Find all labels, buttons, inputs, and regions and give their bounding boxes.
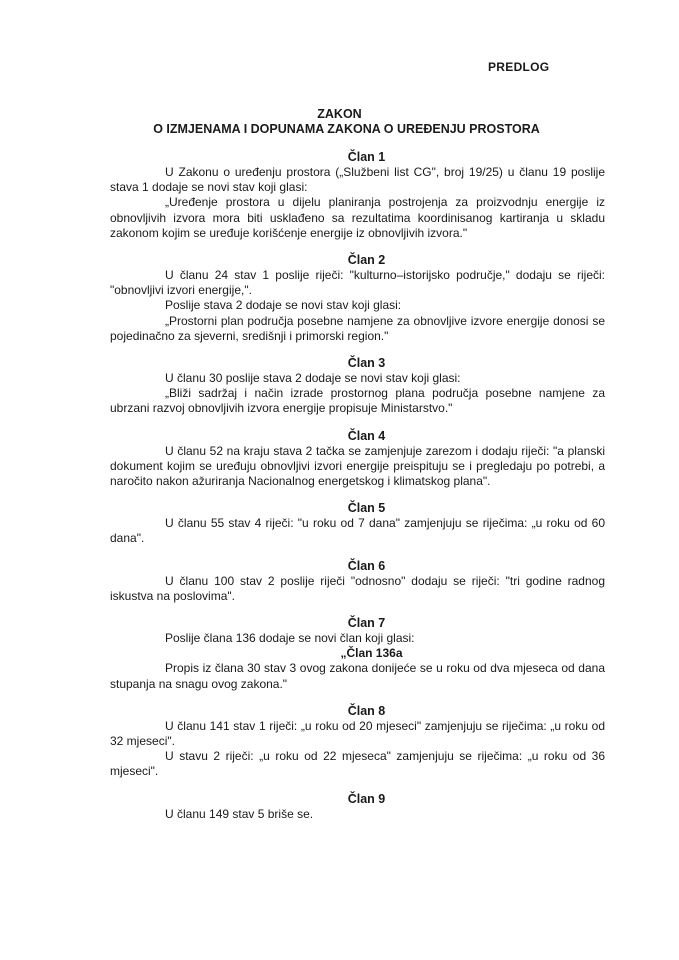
article-heading: Član 7 [347, 616, 386, 631]
article-paragraph: U članu 149 stav 5 briše se. [165, 806, 314, 821]
document-title [0, 107, 679, 137]
article-paragraph: U članu 100 stav 2 poslije riječi "odnosno" dodaju se riječi: "tri godine radnog iskustva na poslovima". [110, 573, 605, 603]
article-heading: Član 3 [347, 356, 386, 371]
title-line-subject: O IZMJENAMA I DOPUNAMA ZAKONA O UREĐENJU PROSTORA [153, 122, 540, 136]
article-heading: Član 6 [347, 558, 386, 573]
article-heading: Član 9 [347, 791, 386, 806]
document-body [110, 150, 605, 822]
article-subheading: „Član 136a [340, 646, 403, 661]
article-paragraph: U članu 30 poslije stava 2 dodaje se novi stav koji glasi: [165, 371, 461, 386]
article-paragraph: U Zakonu o uređenju prostora („Službeni list CG", broj 19/25) u članu 19 poslije stava 1 dodaje se novi stav koji glasi: [110, 165, 605, 195]
article-paragraph: U članu 52 na kraju stava 2 tačka se zamjenjuje zarezom i dodaju riječi: "a planski dokument kojim se uređuju obnovljivi izvori energije preispituju se i pregledaju po potrebi, a naročito nakon ažuriranja Nacionalnog energetskog i klimatskog plana". [110, 443, 605, 489]
article-paragraph: „Bliži sadržaj i način izrade prostornog plana područja posebne namjene za ubrzani razvoj obnovljivih izvora energije propisuje Ministarstvo." [110, 386, 605, 416]
article-heading: Član 1 [347, 150, 386, 164]
article-heading: Član 2 [347, 253, 386, 268]
article-paragraph: „Prostorni plan područja posebne namjene za obnovljive izvore energije donosi se pojedinačno za sjeverni, središnji i primorski region." [110, 313, 605, 343]
article-paragraph: „Uređenje prostora u dijelu planiranja postrojenja za proizvodnju energije iz obnovljivih izvora mora biti usklađeno sa rezultatima koordinisanog kartiranja u skladu zakonom kojim se uređuje korišćenje energije iz obnovljivih izvora." [110, 195, 605, 240]
article-heading: Član 5 [347, 501, 386, 516]
article-paragraph: U stavu 2 riječi: „u roku od 22 mjeseca" zamjenjuju se riječima: „u roku od 36 mjeseci". [110, 749, 605, 779]
article-paragraph: U članu 55 stav 4 riječi: "u roku od 7 dana" zamjenjuju se riječima: „u roku od 60 dana". [110, 516, 605, 546]
article-heading: Član 4 [347, 428, 386, 443]
article-paragraph: Poslije člana 136 dodaje se novi član koji glasi: [165, 631, 415, 646]
document-status-label: PREDLOG [488, 60, 550, 74]
article-paragraph: U članu 24 stav 1 poslije riječi: "kulturno–istorijsko područje," dodaju se riječi: "obnovljivi izvori energije,". [110, 268, 605, 298]
article-paragraph: U članu 141 stav 1 riječi: „u roku od 20 mjeseci" zamjenjuju se riječima: „u roku od 32 mjeseci". [110, 718, 605, 749]
title-line-law: ZAKON [317, 107, 362, 121]
article-heading: Član 8 [347, 703, 386, 718]
article-paragraph: Propis iz člana 30 stav 3 ovog zakona donijeće se u roku od dva mjeseca od dana stupanja na snagu ovog zakona." [110, 661, 605, 691]
article-paragraph: Poslije stava 2 dodaje se novi stav koji glasi: [165, 298, 402, 313]
